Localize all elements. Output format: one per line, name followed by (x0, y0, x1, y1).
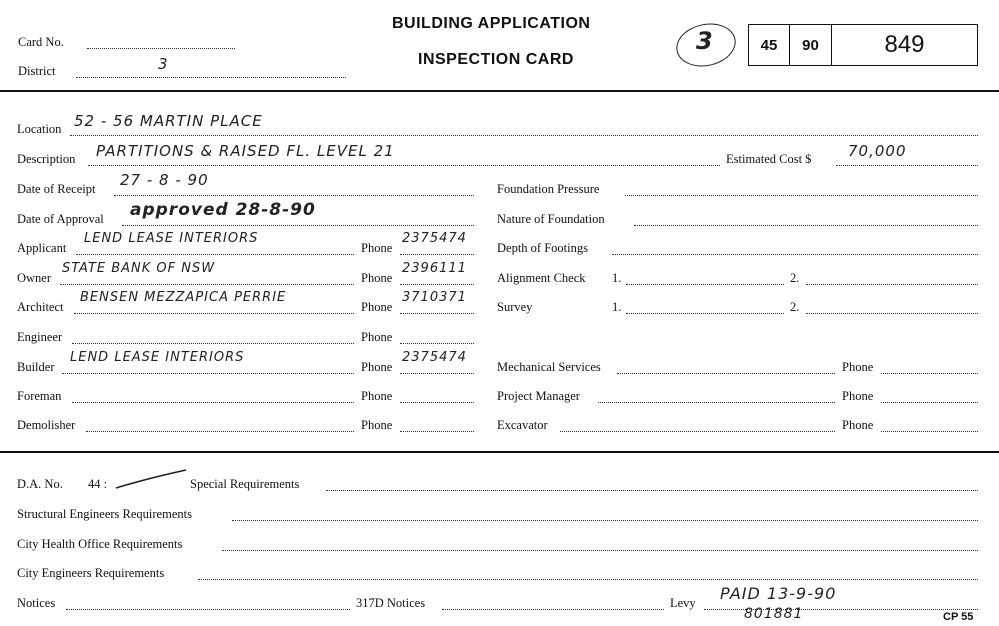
notices-317d-label: 317D Notices (356, 596, 426, 610)
survey-line2 (806, 313, 978, 314)
location-line (70, 135, 978, 136)
project-manager-label: Project Manager (497, 389, 580, 403)
builder-phone: 2375474 (402, 350, 467, 365)
structural-label: Structural Engineers Requirements (17, 507, 192, 521)
owner-label: Owner (17, 271, 52, 285)
nature-foundation-label: Nature of Foundation (497, 212, 605, 226)
demolisher-line (86, 431, 354, 432)
engineer-phone-label: Phone (361, 330, 393, 344)
builder-phone-label: Phone (361, 360, 393, 374)
health-label: City Health Office Requirements (17, 537, 183, 551)
foreman-label: Foreman (17, 389, 62, 403)
levy-label: Levy (670, 596, 696, 610)
owner-line (60, 284, 354, 285)
architect-phone-line (400, 313, 474, 314)
card-number-box: 849 (831, 24, 978, 66)
builder-phone-line (400, 373, 474, 374)
district-line (76, 77, 346, 78)
date-receipt-value: 27 - 8 - 90 (120, 171, 209, 189)
estimated-cost-line (836, 165, 978, 166)
applicant-value: LEND LEASE INTERIORS (84, 231, 259, 246)
mechanical-line (617, 373, 835, 374)
architect-value: BENSEN MEZZAPICA PERRIE (80, 290, 287, 305)
alignment-line2 (806, 284, 978, 285)
project-manager-phone-label: Phone (842, 389, 874, 403)
estimated-cost-value: 70,000 (848, 142, 907, 160)
location-value: 52 - 56 MARTIN PLACE (74, 112, 263, 130)
da-label: D.A. No. (17, 477, 63, 491)
main-divider (0, 451, 999, 453)
circled-mark: 3 (696, 27, 714, 55)
description-label: Description (17, 152, 76, 166)
foundation-pressure-line (625, 195, 978, 196)
mechanical-label: Mechanical Services (497, 360, 601, 374)
architect-phone: 3710371 (402, 290, 467, 305)
survey-num2: 2. (790, 300, 800, 314)
health-line (222, 550, 978, 551)
form-code: CP 55 (943, 611, 974, 623)
applicant-line (76, 254, 354, 255)
district-label: District (18, 64, 56, 78)
foreman-phone-label: Phone (361, 389, 393, 403)
foreman-phone-line (400, 402, 474, 403)
depth-footings-line (612, 254, 978, 255)
applicant-phone-label: Phone (361, 241, 393, 255)
city-eng-line (198, 579, 978, 580)
city-eng-label: City Engineers Requirements (17, 566, 165, 580)
foundation-pressure-label: Foundation Pressure (497, 182, 600, 196)
location-label: Location (17, 122, 62, 136)
header-divider (0, 90, 999, 92)
architect-phone-label: Phone (361, 300, 393, 314)
survey-line1 (626, 313, 784, 314)
demolisher-label: Demolisher (17, 418, 76, 432)
da-stroke-icon (114, 468, 188, 492)
special-req-label: Special Requirements (190, 477, 300, 491)
engineer-phone-line (400, 343, 474, 344)
description-line (88, 165, 720, 166)
applicant-label: Applicant (17, 241, 67, 255)
date-approval-label: Date of Approval (17, 212, 104, 226)
depth-footings-label: Depth of Footings (497, 241, 588, 255)
demolisher-phone-label: Phone (361, 418, 393, 432)
title-line2: INSPECTION CARD (418, 51, 574, 68)
special-req-line (326, 490, 978, 491)
architect-line (74, 313, 354, 314)
engineer-label: Engineer (17, 330, 63, 344)
owner-value: STATE BANK OF NSW (62, 261, 216, 276)
applicant-phone: 2375474 (402, 231, 467, 246)
foreman-line (72, 402, 354, 403)
da-value: 44 : (88, 477, 108, 491)
notices-line (66, 609, 350, 610)
demolisher-phone-line (400, 431, 474, 432)
date-approval-line (122, 225, 474, 226)
notices-label: Notices (17, 596, 56, 610)
project-manager-phone-line (881, 402, 978, 403)
builder-value: LEND LEASE INTERIORS (70, 350, 245, 365)
alignment-num1: 1. (612, 271, 622, 285)
date-receipt-label: Date of Receipt (17, 182, 96, 196)
architect-label: Architect (17, 300, 64, 314)
survey-num1: 1. (612, 300, 622, 314)
alignment-line1 (626, 284, 784, 285)
survey-label: Survey (497, 300, 533, 314)
card-no-line (87, 48, 235, 49)
mechanical-phone-label: Phone (842, 360, 874, 374)
estimated-cost-label: Estimated Cost $ (726, 152, 812, 166)
mechanical-phone-line (881, 373, 978, 374)
excavator-phone-label: Phone (842, 418, 874, 432)
excavator-line (560, 431, 835, 432)
levy-value: PAID 13-9-90 (720, 584, 837, 603)
district-value: 3 (158, 55, 169, 73)
levy-sub-value: 801881 (744, 606, 804, 622)
owner-phone-label: Phone (361, 271, 393, 285)
owner-phone-line (400, 284, 474, 285)
nature-foundation-line (634, 225, 978, 226)
alignment-num2: 2. (790, 271, 800, 285)
code-box-1: 45 (748, 24, 790, 66)
excavator-label: Excavator (497, 418, 548, 432)
excavator-phone-line (881, 431, 978, 432)
alignment-check-label: Alignment Check (497, 271, 586, 285)
notices-317d-line (442, 609, 664, 610)
card-no-label: Card No. (18, 35, 64, 49)
project-manager-line (598, 402, 835, 403)
title-line1: BUILDING APPLICATION (392, 15, 591, 32)
owner-phone: 2396111 (402, 261, 467, 276)
code-box-2: 90 (789, 24, 832, 66)
applicant-phone-line (400, 254, 474, 255)
description-value: PARTITIONS & RAISED FL. LEVEL 21 (96, 142, 395, 160)
engineer-line (72, 343, 354, 344)
structural-line (232, 520, 978, 521)
builder-line (62, 373, 354, 374)
builder-label: Builder (17, 360, 55, 374)
date-approval-value: approved 28-8-90 (130, 200, 316, 220)
date-receipt-line (114, 195, 474, 196)
